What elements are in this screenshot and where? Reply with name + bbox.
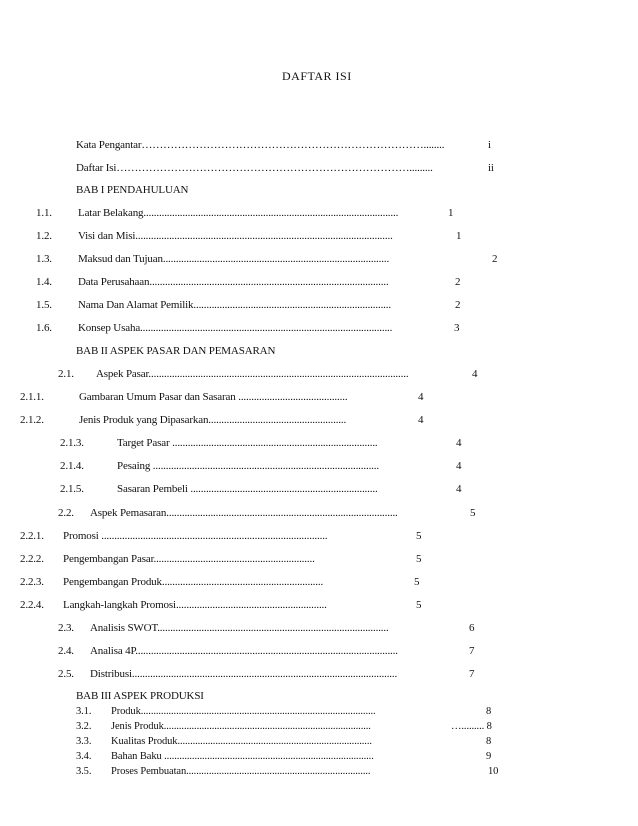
toc-page-number: 4 [418,414,424,426]
toc-page-number: 2 [492,253,498,265]
toc-entry-text: Distribusi...................................................................................................... [90,669,398,680]
toc-entry-number: 2.1.2. [20,414,44,426]
toc-entry-number: 1.5. [36,299,52,311]
toc-entry-number: 2.1.3. [60,437,84,449]
toc-page-number: 5 [416,599,422,611]
toc-page-number: 1 [456,230,462,242]
toc-page-number: 7 [469,668,475,680]
toc-page-number: 4 [472,368,478,380]
toc-entry-number: 1.2. [36,230,52,242]
toc-entry-text: Analisa 4P..................................................................................................... [90,646,398,657]
toc-page-number: 5 [470,507,476,519]
toc-entry-number: 3.2. [76,721,92,732]
toc-page-number: 4 [456,460,462,472]
toc-entry-number: 2.2.2. [20,553,44,565]
toc-entry-text: Proses Pembuatan......................................................................... [111,767,371,777]
toc-entry-number: 2.1.4. [60,460,84,472]
toc-entry-number: 2.2.1. [20,530,44,542]
toc-entry-text: Gambaran Umum Pasar dan Sasaran .......................................... [79,392,348,403]
toc-entry-text: Daftar Isi………………………………………………………………………......... [76,163,433,174]
toc-entry-number: 2.2.3. [20,576,44,588]
toc-entry-text: Konsep Usaha................................................................................................. [78,323,393,334]
toc-entry-number: 2.3. [58,622,74,634]
toc-entry-number: 1.6. [36,322,52,334]
toc-page-number: 4 [456,483,462,495]
toc-entry-text: Latar Belakang.................................................................................................. [78,208,399,219]
toc-entry-text: Aspek Pemasaran......................................................................................... [90,508,398,519]
toc-page-number: 8 [486,706,492,717]
toc-entry-number: 3.5. [76,766,92,777]
toc-entry-text: Jenis Produk.................................................................................. [111,722,371,732]
toc-entry-text: Target Pasar ............................................................................... [117,438,378,449]
toc-entry-number: 2.1.5. [60,483,84,495]
toc-page-number: 5 [416,553,422,565]
page-title: DAFTAR ISI [282,69,352,83]
toc-entry-number: 2.2. [58,507,74,519]
toc-entry-text: Pengembangan Produk.............................................................. [63,577,324,588]
toc-entry-text: Maksud dan Tujuan....................................................................................... [78,254,390,265]
toc-page-number: 7 [469,645,475,657]
toc-entry-number: 1.3. [36,253,52,265]
toc-entry-number: 2.2.4. [20,599,44,611]
chapter-heading: BAB III ASPEK PRODUKSI [76,690,204,702]
toc-entry-number: 3.4. [76,751,92,762]
toc-page-number: i [488,139,491,151]
toc-entry-number: 2.4. [58,645,74,657]
toc-entry-text: Jenis Produk yang Dipasarkan..................................................... [79,415,347,426]
toc-entry-text: Pengembangan Pasar.............................................................. [63,554,315,565]
toc-entry-number: 2.1. [58,368,74,380]
toc-page-number: 9 [486,751,492,762]
chapter-heading: BAB II ASPEK PASAR DAN PEMASARAN [76,345,276,357]
toc-page-number: 10 [488,766,499,777]
toc-page-number: 2 [455,276,461,288]
toc-page-number: 8 [486,736,492,747]
toc-entry-text: Kata Pengantar……………………………………………………………………........ [76,140,445,151]
toc-page-number: …......... 8 [451,721,492,732]
toc-page-number: 6 [469,622,475,634]
toc-entry-text: Analisis SWOT......................................................................................... [90,623,389,634]
toc-entry-text: Kualitas Produk............................................................................. [111,737,372,747]
toc-entry-text: Pesaing ....................................................................................... [117,461,379,472]
toc-entry-number: 2.5. [58,668,74,680]
toc-page-number: 4 [456,437,462,449]
toc-entry-text: Aspek Pasar.................................................................................................... [96,369,409,380]
toc-entry-number: 1.1. [36,207,52,219]
toc-page-number: ii [488,162,494,174]
toc-entry-text: Visi dan Misi................................................................................................... [78,231,393,242]
toc-page-number: 3 [454,322,460,334]
toc-page-number: 5 [416,530,422,542]
toc-entry-number: 1.4. [36,276,52,288]
toc-page-number: 5 [414,576,420,588]
toc-entry-text: Nama Dan Alamat Pemilik............................................................................ [78,300,391,311]
toc-entry-text: Sasaran Pembeli ........................................................................ [117,484,378,495]
toc-page-number: 4 [418,391,424,403]
toc-entry-text: Promosi ....................................................................................... [63,531,328,542]
toc-entry-text: Langkah-langkah Promosi.......................................................... [63,600,327,611]
toc-page-number: 1 [448,207,454,219]
toc-page-number: 2 [455,299,461,311]
toc-entry-number: 2.1.1. [20,391,44,403]
toc-entry-text: Produk............................................................................................. [111,707,376,717]
chapter-heading: BAB I PENDAHULUAN [76,184,189,196]
toc-entry-number: 3.1. [76,706,92,717]
toc-entry-number: 3.3. [76,736,92,747]
toc-entry-text: Data Perusahaan............................................................................................ [78,277,389,288]
toc-entry-text: Bahan Baku ................................................................................... [111,752,374,762]
